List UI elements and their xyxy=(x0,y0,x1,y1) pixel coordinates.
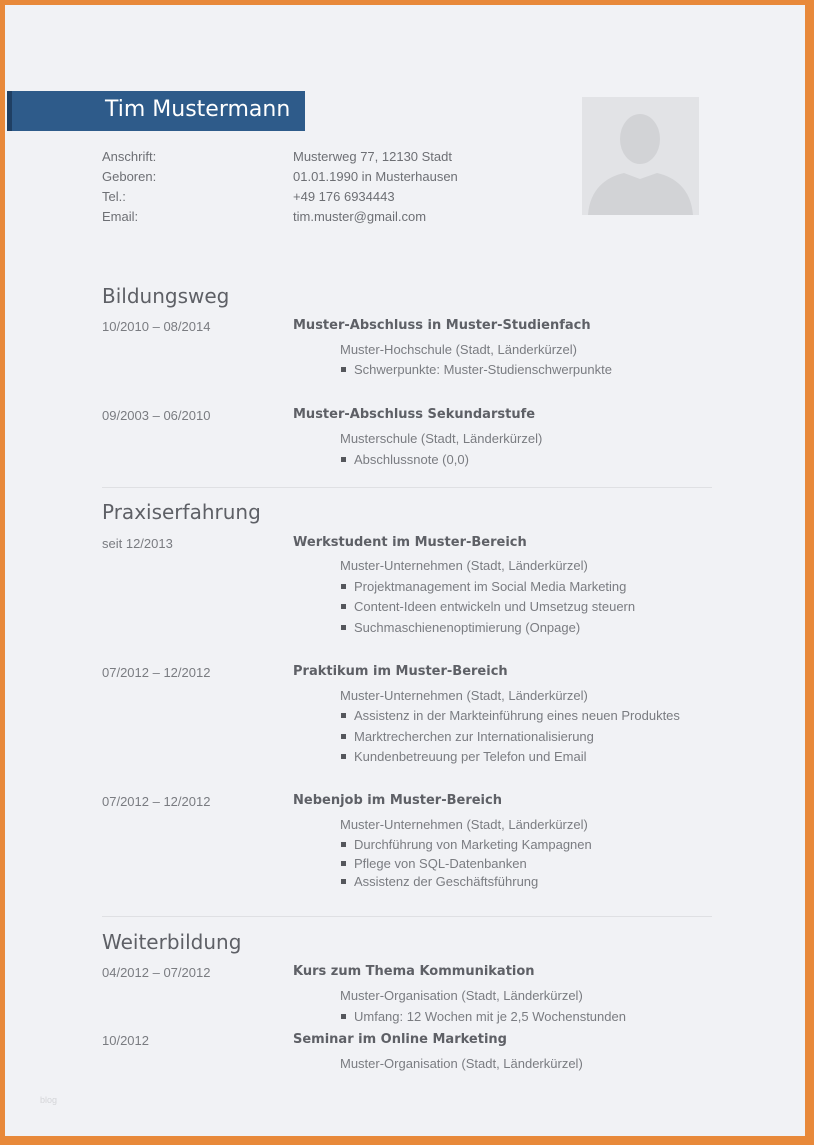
entry-date: 04/2012 – 07/2012 xyxy=(102,965,211,980)
entry-organization: Musterschule (Stadt, Länderkürzel) xyxy=(340,431,543,446)
contact-value-address: Musterweg 77, 12130 Stadt xyxy=(293,149,452,164)
watermark: blog xyxy=(40,1095,58,1105)
bullet-item: Content-Ideen entwickeln und Umsetzug steuern xyxy=(341,599,635,614)
name-banner xyxy=(7,91,305,131)
entry-date: 07/2012 – 12/2012 xyxy=(102,665,211,680)
section-divider xyxy=(102,487,712,488)
bullet-item: Schwerpunkte: Muster-Studienschwerpunkte xyxy=(341,362,612,377)
entry-organization: Muster-Organisation (Stadt, Länderkürzel) xyxy=(340,988,583,1003)
bullet-item: Marktrecherchen zur Internationalisierung xyxy=(341,729,594,744)
entry-title: Praktikum im Muster-Bereich xyxy=(293,664,508,679)
bullet-item: Suchmaschienenoptimierung (Onpage) xyxy=(341,620,580,635)
contact-label-email: Email: xyxy=(102,209,139,224)
entry-date: 10/2012 xyxy=(102,1033,149,1048)
bullet-item: Kundenbetreuung per Telefon und Email xyxy=(341,749,587,764)
entry-date: 10/2010 – 08/2014 xyxy=(102,319,211,334)
bullet-square-icon xyxy=(341,734,346,739)
bullet-square-icon xyxy=(341,367,346,372)
bullet-item: Pflege von SQL-Datenbanken xyxy=(341,856,527,871)
entry-date: 09/2003 – 06/2010 xyxy=(102,408,211,423)
entry-title: Muster-Abschluss in Muster-Studienfach xyxy=(293,318,591,333)
entry-title: Muster-Abschluss Sekundarstufe xyxy=(293,407,536,422)
entry-organization: Muster-Unternehmen (Stadt, Länderkürzel) xyxy=(340,817,588,832)
entry-title: Nebenjob im Muster-Bereich xyxy=(293,793,502,808)
bullet-item: Abschlussnote (0,0) xyxy=(341,452,469,467)
entry-date: 07/2012 – 12/2012 xyxy=(102,794,211,809)
contact-value-email: tim.muster@gmail.com xyxy=(293,209,427,224)
bullet-square-icon xyxy=(341,1014,346,1019)
bullet-square-icon xyxy=(341,754,346,759)
entry-organization: Muster-Unternehmen (Stadt, Länderkürzel) xyxy=(340,558,588,573)
resume-page xyxy=(5,5,805,1136)
bullet-item: Assistenz der Geschäftsführung xyxy=(341,874,538,889)
bullet-square-icon xyxy=(341,457,346,462)
bullet-square-icon xyxy=(341,842,346,847)
contact-label-birth: Geboren: xyxy=(102,169,157,184)
section-divider xyxy=(102,916,712,917)
contact-value-phone: +49 176 6934443 xyxy=(293,189,395,204)
bullet-square-icon xyxy=(341,604,346,609)
section-title-experience: Praxiserfahrung xyxy=(102,500,261,524)
section-title-further-education: Weiterbildung xyxy=(102,930,242,954)
bullet-square-icon xyxy=(341,625,346,630)
section-title-education: Bildungsweg xyxy=(102,284,230,308)
profile-photo-placeholder xyxy=(582,97,699,215)
entry-organization: Muster-Unternehmen (Stadt, Länderkürzel) xyxy=(340,688,588,703)
bullet-item: Umfang: 12 Wochen mit je 2,5 Wochenstunden xyxy=(341,1009,626,1024)
person-silhouette-icon xyxy=(582,97,699,215)
bullet-item: Projektmanagement im Social Media Marketing xyxy=(341,579,626,594)
entry-date: seit 12/2013 xyxy=(102,536,173,551)
bullet-item: Durchführung von Marketing Kampagnen xyxy=(341,837,592,852)
bullet-square-icon xyxy=(341,861,346,866)
contact-value-birth: 01.01.1990 in Musterhausen xyxy=(293,169,458,184)
entry-organization: Muster-Hochschule (Stadt, Länderkürzel) xyxy=(340,342,577,357)
entry-title: Kurs zum Thema Kommunikation xyxy=(293,964,535,979)
entry-title: Werkstudent im Muster-Bereich xyxy=(293,535,527,550)
bullet-square-icon xyxy=(341,584,346,589)
person-name: Tim Mustermann xyxy=(105,97,291,122)
bullet-item: Assistenz in der Markteinführung eines neuen Produktes xyxy=(341,708,680,723)
entry-organization: Muster-Organisation (Stadt, Länderkürzel) xyxy=(340,1056,583,1071)
entry-title: Seminar im Online Marketing xyxy=(293,1032,507,1047)
contact-label-phone: Tel.: xyxy=(102,189,126,204)
bullet-square-icon xyxy=(341,879,346,884)
bullet-square-icon xyxy=(341,713,346,718)
contact-label-address: Anschrift: xyxy=(102,149,157,164)
